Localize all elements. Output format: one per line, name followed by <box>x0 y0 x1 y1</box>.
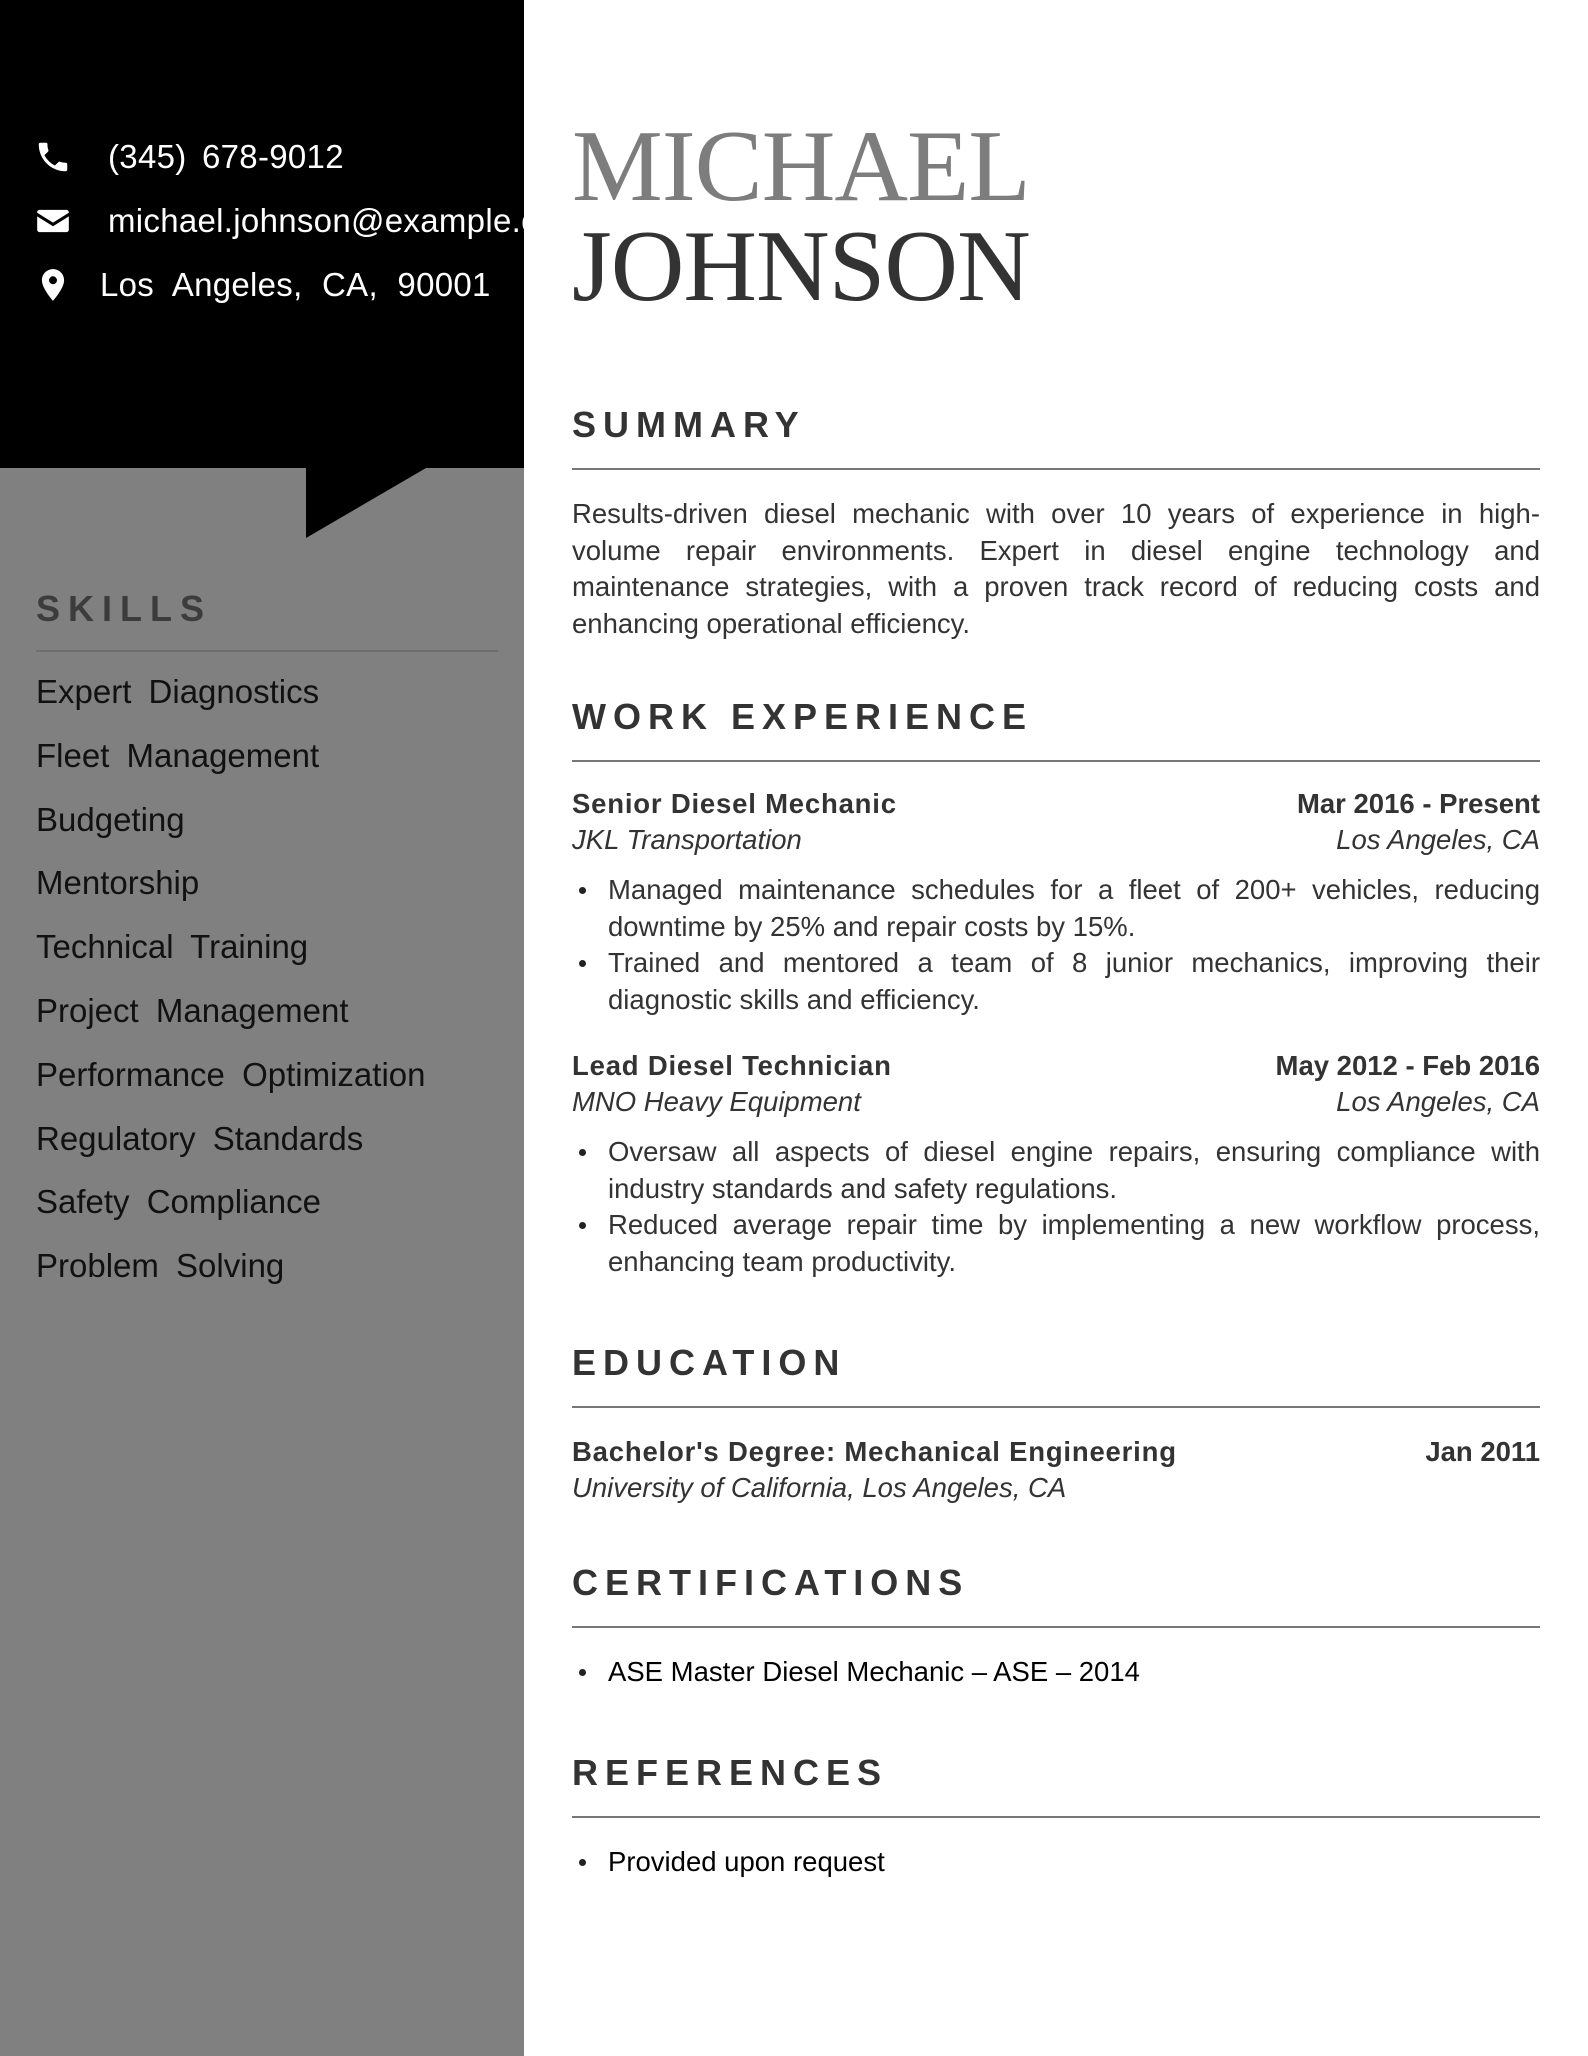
education-school: University of California, Los Angeles, CA <box>572 1472 1067 1503</box>
job-role: Senior Diesel Mechanic <box>572 788 897 819</box>
skill-item: Performance Optimization <box>36 1055 426 1093</box>
map-pin-icon <box>34 266 72 304</box>
job-location: Los Angeles, CA <box>1336 824 1540 855</box>
certifications-heading: CERTIFICATIONS <box>572 1562 970 1603</box>
skill-item: Problem Solving <box>36 1247 285 1285</box>
skill-item: Technical Training <box>36 928 309 966</box>
job-bullets <box>572 1134 1540 1280</box>
references-divider <box>572 1816 1540 1818</box>
job-bullet: Trained and mentored a team of 8 junior mechanics, improving their diagnostic skills and efficiency. <box>608 945 1540 1018</box>
summary-heading: SUMMARY <box>572 404 806 445</box>
contact-email <box>34 202 585 240</box>
phone-text[interactable]: (345) 678-9012 <box>108 138 344 175</box>
skill-item: Fleet Management <box>36 736 320 774</box>
skill-item: Expert Diagnostics <box>36 673 320 710</box>
job-company: MNO Heavy Equipment <box>572 1086 861 1117</box>
job-bullet: Reduced average repair time by implementing a new workflow process, enhancing team productivity. <box>608 1207 1540 1280</box>
summary-divider <box>572 468 1540 470</box>
job-header <box>572 1050 1540 1082</box>
education-degree: Bachelor's Degree: Mechanical Engineering <box>572 1436 1177 1467</box>
skill-item: Mentorship <box>36 864 200 902</box>
experience-divider <box>572 760 1540 762</box>
sidebar <box>0 0 585 2056</box>
email-text[interactable]: michael.johnson@example.com <box>108 202 585 239</box>
references-heading: REFERENCES <box>572 1752 889 1793</box>
reference-item: Provided upon request <box>608 1844 1540 1881</box>
skill-item: Project Management <box>36 991 349 1029</box>
skills-list <box>36 670 425 1308</box>
address-text: Los Angeles, CA, 90001 <box>100 266 491 303</box>
job-location: Los Angeles, CA <box>1336 1086 1540 1117</box>
job-role: Lead Diesel Technician <box>572 1050 892 1081</box>
job-subheader <box>572 824 1540 856</box>
job-bullet: Managed maintenance schedules for a fleet of 200+ vehicles, reducing downtime by 25% and repair costs by 15%. <box>608 872 1540 945</box>
skills-divider <box>36 650 498 652</box>
name-last: JOHNSON <box>572 210 1030 323</box>
skill-item: Regulatory Standards <box>36 1119 364 1157</box>
envelope-icon <box>34 202 72 240</box>
certifications-divider <box>572 1626 1540 1628</box>
job-bullet: Oversaw all aspects of diesel engine repairs, ensuring compliance with industry standards and safety regulations. <box>608 1134 1540 1207</box>
education-subheader <box>572 1472 1540 1504</box>
job-dates: Mar 2016 - Present <box>1296 788 1540 819</box>
skills-heading: SKILLS <box>36 588 213 629</box>
references-list <box>572 1844 1540 1881</box>
education-date: Jan 2011 <box>1425 1436 1540 1467</box>
skill-item: Budgeting <box>36 800 185 838</box>
education-heading: EDUCATION <box>572 1342 847 1383</box>
experience-heading: WORK EXPERIENCE <box>572 696 1034 737</box>
contact-phone <box>34 138 524 176</box>
phone-icon <box>34 138 72 176</box>
certifications-list <box>572 1654 1540 1691</box>
certification-item: ASE Master Diesel Mechanic – ASE – 2014 <box>608 1654 1540 1691</box>
education-divider <box>572 1406 1540 1408</box>
summary-text: Results-driven diesel mechanic with over 10 years of experience in high-volume repair environments. Expert in diesel engine technology and maintenance strategies, with a proven track record of reducing costs and enhancing operational efficiency. <box>572 498 1540 639</box>
job-company: JKL Transportation <box>572 824 802 855</box>
job-header <box>572 788 1540 820</box>
job-bullets <box>572 872 1540 1018</box>
contact-address <box>34 266 524 304</box>
education-header <box>572 1436 1540 1468</box>
job-subheader <box>572 1086 1540 1118</box>
job-dates: May 2012 - Feb 2016 <box>1275 1050 1540 1081</box>
skill-item: Safety Compliance <box>36 1183 321 1221</box>
name-first: MICHAEL <box>572 110 1030 223</box>
